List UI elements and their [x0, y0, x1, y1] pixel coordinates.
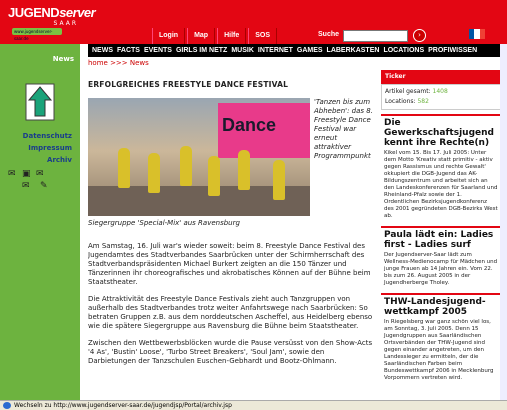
stat-articles-value: 1408: [432, 88, 448, 95]
news-item[interactable]: [381, 226, 501, 289]
cat-events[interactable]: EVENTS: [143, 47, 172, 54]
nav-sos-button[interactable]: SOS: [248, 28, 277, 44]
cat-facts[interactable]: FACTS: [117, 47, 140, 54]
news-title[interactable]: Die Gewerkschaftsjugend kennt ihre Rechte(n): [384, 118, 494, 148]
article-body: [88, 242, 374, 374]
left-sidebar: [0, 44, 80, 400]
article-paragraph: Zwischen den Wettbewerbsblöcken wurde die Pause versüsst von den Show-Acts '4 As', 'Bustin' Loose', 'Turbo Street Breakers', 'Soul Jam', sowie den Darbietungen der Tanzschulen Euschen-Gebhardt und Bootz-Ohlmann.: [88, 339, 373, 365]
globe-icon: [3, 402, 11, 409]
up-arrow-icon[interactable]: [24, 82, 56, 122]
cat-laberkasten[interactable]: LABERKASTEN: [326, 47, 380, 54]
stat-articles-label: Artikel gesamt:: [385, 88, 433, 95]
breadcrumb[interactable]: home >>> News: [88, 59, 149, 67]
photo-dancer: [148, 153, 160, 193]
site-header: [0, 0, 507, 44]
vertical-scrollbar[interactable]: [500, 44, 507, 400]
ticker-stats: [381, 84, 501, 110]
status-text: Wechseln zu http://www.jugendserver-saar.de/jugendjsp/Portal/archiv.jsp: [14, 402, 232, 409]
photo-banner: [218, 103, 310, 158]
article-paragraph: Am Samstag, 16. Juli war's wieder soweit: beim 8. Freestyle Dance Festival des Jugendamtes des Stadtverbandes Saarbrücken unter der Schirmherrschaft des Stadtverbandspräsidenten Michael Burkert zeigten an die 150 Tänzer und Tänzerinnen ihr choreografisches und akrobatisches Können auf der Bühne beim Staatstheater.: [88, 242, 371, 286]
photo-side-caption: 'Tanzen bis zum Abheben': das 8. Freestyle Dance Festival war erneut attraktiver Programmpunkt: [314, 98, 373, 160]
cat-news[interactable]: NEWS: [92, 47, 113, 54]
sidebar-icons: [6, 169, 76, 193]
logo-region: SAAR: [53, 20, 78, 27]
search-label: Suche: [318, 31, 340, 38]
search-input[interactable]: [343, 30, 408, 42]
article-content: [88, 72, 376, 402]
news-item[interactable]: [381, 293, 501, 384]
bookmark-icon[interactable]: ✎: [40, 181, 48, 191]
logo-brand-b: server: [59, 5, 96, 20]
stat-locations: [385, 97, 497, 107]
cat-locations[interactable]: LOCATIONS: [383, 47, 425, 54]
photo-dancer: [208, 156, 220, 196]
photo-dancer: [273, 160, 285, 200]
browser-status-bar: [0, 400, 507, 410]
sidebar-section-title: News: [52, 55, 74, 63]
photo-dancer: [238, 150, 250, 190]
stat-locations-label: Locations:: [385, 98, 418, 105]
photo-dancer: [118, 148, 130, 188]
news-item[interactable]: [381, 114, 501, 222]
sidebar-link-archiv[interactable]: Archiv: [47, 156, 72, 164]
french-flag-icon[interactable]: [469, 29, 485, 39]
flag-stripe-red: [480, 29, 485, 39]
photo-caption: Siegergruppe 'Special-Mix' aus Ravensburg: [88, 219, 240, 227]
arrow-right-icon[interactable]: ›: [413, 29, 426, 42]
cat-musik[interactable]: MUSIK: [231, 47, 254, 54]
article-photo: [88, 98, 310, 216]
stat-articles: [385, 87, 497, 97]
sidebar-link-impressum[interactable]: Impressum: [28, 144, 72, 152]
cat-internet[interactable]: INTERNET: [257, 47, 293, 54]
stat-locations-value: 582: [417, 98, 429, 105]
news-text: In Riegelsberg war ganz schön viel los, am Sonntag, 3. Juli 2005. Denn 15 Jugendgruppen aus Saarländischen Ortsverbänden der THW-Jugend sind gegen einander angetreten, um den Landessieger zu ermitteln, der die Saarländischen Farben beim Bundeswettkampf 2006 in Mecklenburg Vorpommern vertreten wird.: [384, 319, 494, 381]
site-logo[interactable]: [8, 5, 96, 41]
news-title[interactable]: Paula lädt ein: Ladies first - Ladies surf: [384, 230, 494, 250]
category-nav: [88, 44, 507, 57]
cat-girls[interactable]: GIRLS IM NETZ: [175, 47, 228, 54]
news-text: Der Jugendserver-Saar lädt zum Wellness-Medienocamp für Mädchen und junge Frauen ab 14 Jahren ein. Vom 22. bis zum 26. August 2005 in der Jugendherberge Tholey.: [384, 252, 498, 286]
top-nav: [152, 28, 277, 44]
article-title: ERFOLGREICHES FREESTYLE DANCE FESTIVAL: [88, 80, 289, 89]
mail-icon[interactable]: ✉: [8, 169, 16, 179]
logo-brand-a: JUGEND: [8, 5, 60, 20]
mail-alert-icon[interactable]: ✉: [36, 169, 44, 179]
cat-profiwissen[interactable]: PROFIWISSEN: [428, 47, 478, 54]
cat-games[interactable]: GAMES: [296, 47, 323, 54]
news-title[interactable]: THW-Landesjugend-wettkampf 2005: [384, 297, 486, 317]
ticker-header: Ticker: [381, 70, 501, 84]
logo-url: www.jugendserver-saar.de: [12, 28, 62, 35]
article-paragraph: Die Attraktivität des Freestyle Dance Festivals zieht auch Tanzgruppen von außerhalb des Stadtverbandes trotz weiter Anfahrtswege nach Saarbrücken: So betraten Gruppen z.B. aus dem norddeutschen Ascheffel, aus Heidelberg ebenso wie die spätere Siegergruppe aus Ravensburg die Bühne beim Staatstheater.: [88, 295, 373, 330]
sidebar-link-datenschutz[interactable]: Datenschutz: [22, 132, 72, 140]
right-column: [381, 70, 501, 400]
nav-login-button[interactable]: Login: [152, 28, 185, 44]
news-text: Kikel vom 15. Bis 17. Juli 2005: Unter dem Motto 'Kreativ statt primitiv - aktiv gegen Rassismus und rechte Gewalt' okkupiert die DGB-Jugend das AK-Bildungszentrum und arbeitet sich an den Landeskonferenzen für Saarland und Rheinland-Pfalz sowie der 1. Ordentlichen Bezirksjugendkonferenz des 2001 gegründeten DGB-Bezirks West ab.: [384, 150, 498, 219]
nav-map-button[interactable]: Map: [187, 28, 215, 44]
print-icon[interactable]: ▣: [22, 169, 31, 179]
nav-hilfe-button[interactable]: Hilfe: [217, 28, 246, 44]
photo-dancer: [180, 146, 192, 186]
photo-banner-text: Dance: [222, 115, 277, 135]
send-mail-icon[interactable]: ✉: [22, 181, 30, 191]
